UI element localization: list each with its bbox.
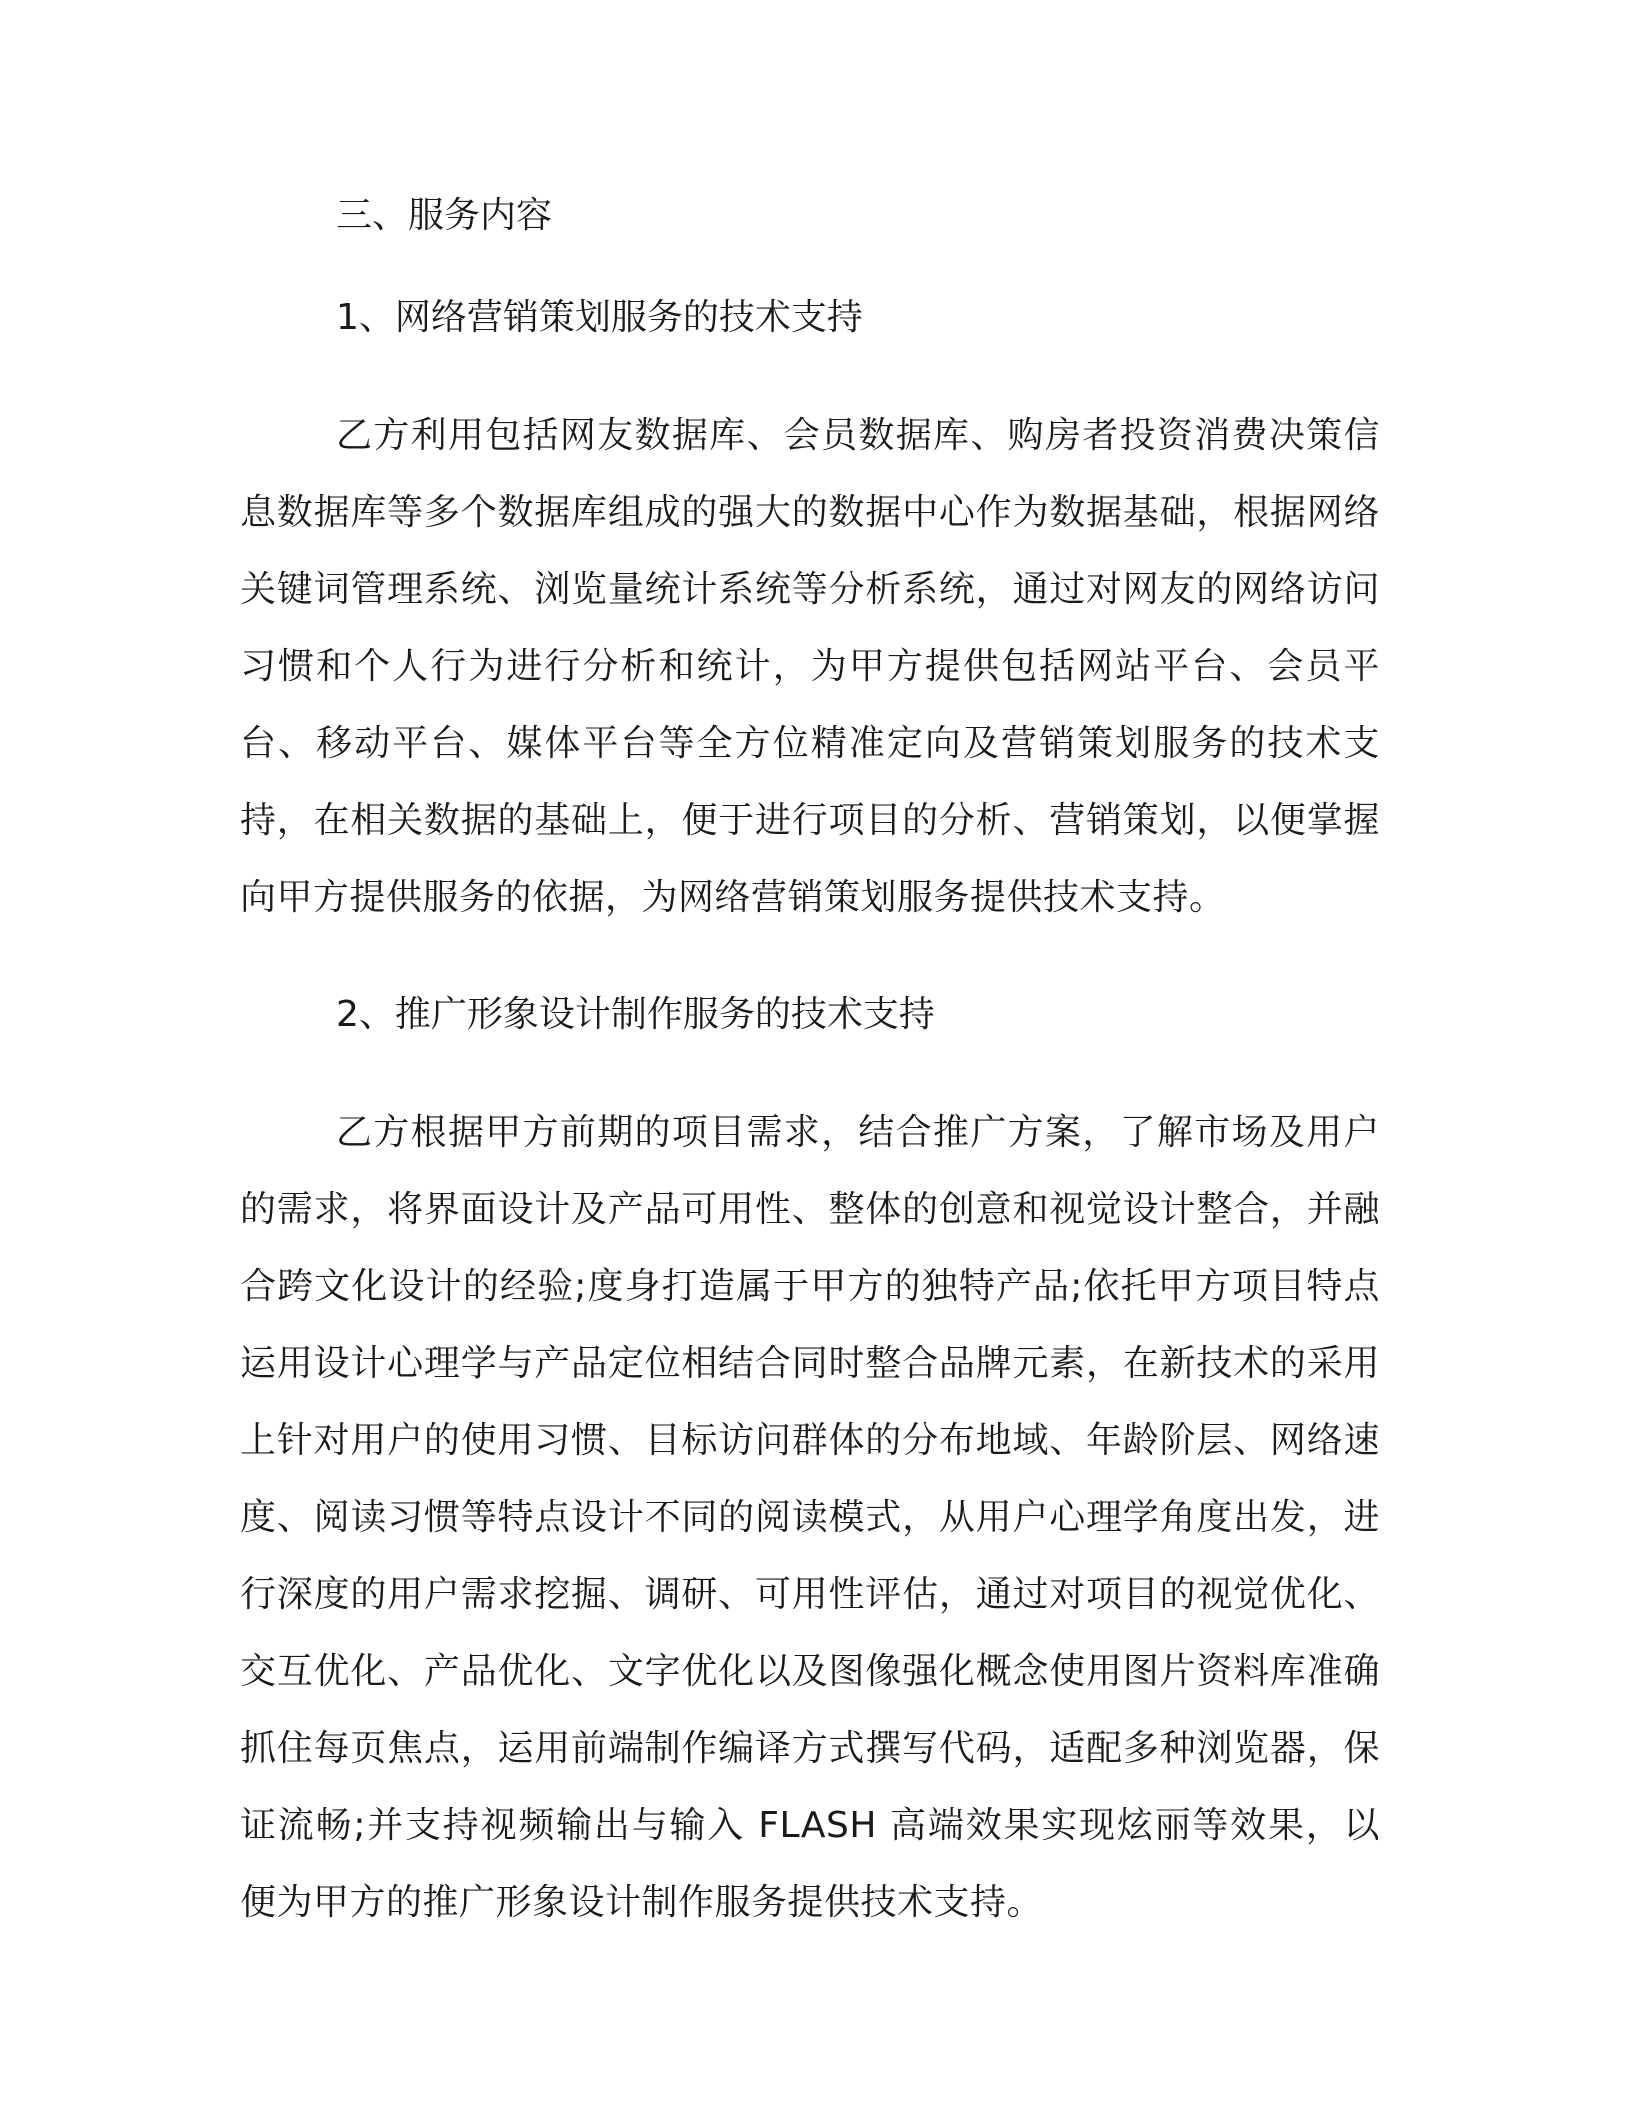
item2-paragraph: 乙方根据甲方前期的项目需求，结合推广方案，了解市场及用户的需求，将界面设计及产品可用性、整体的创意和视觉设计整合，并融合跨文化设计的经验;度身打造属于甲方的独特产品;依托甲方项目特点运用设计心理学与产品定位相结合同时整合品牌元素，在新技术的采用上针对用户的使用习惯、目标访问群体的分布地域、年龄阶层、网络速度、阅读习惯等特点设计不同的阅读模式，从用户心理学角度出发，进行深度的用户需求挖掘、调研、可用性评估，通过对项目的视觉优化、交互优化、产品优化、文字优化以及图像强化概念使用图片资料库准确抓住每页焦点，运用前端制作编译方式撰写代码，适配多种浏览器，保证流畅;并支持视频输出与输入 FLASH 高端效果实现炫丽等效果，以便为甲方的推广形象设计制作服务提供技术支持。 <box>240 1112 1380 1923</box>
item1-paragraph: 乙方利用包括网友数据库、会员数据库、购房者投资消费决策信息数据库等多个数据库组成的强大的数据中心作为数据基础，根据网络关键词管理系统、浏览量统计系统等分析系统，通过对网友的网络访问习惯和个人行为进行分析和统计，为甲方提供包括网站平台、会员平台、移动平台、媒体平台等全方位精准定向及营销策划服务的技术支持，在相关数据的基础上，便于进行项目的分析、营销策划，以便掌握向甲方提供服务的依据，为网络营销策划服务提供技术支持。 <box>240 415 1380 918</box>
item2-heading: 2、推广形象设计制作服务的技术支持 <box>336 994 935 1035</box>
section-title: 三、服务内容 <box>336 195 553 236</box>
document-page <box>240 190 1380 1941</box>
item1-heading: 1、网络营销策划服务的技术支持 <box>336 297 863 338</box>
